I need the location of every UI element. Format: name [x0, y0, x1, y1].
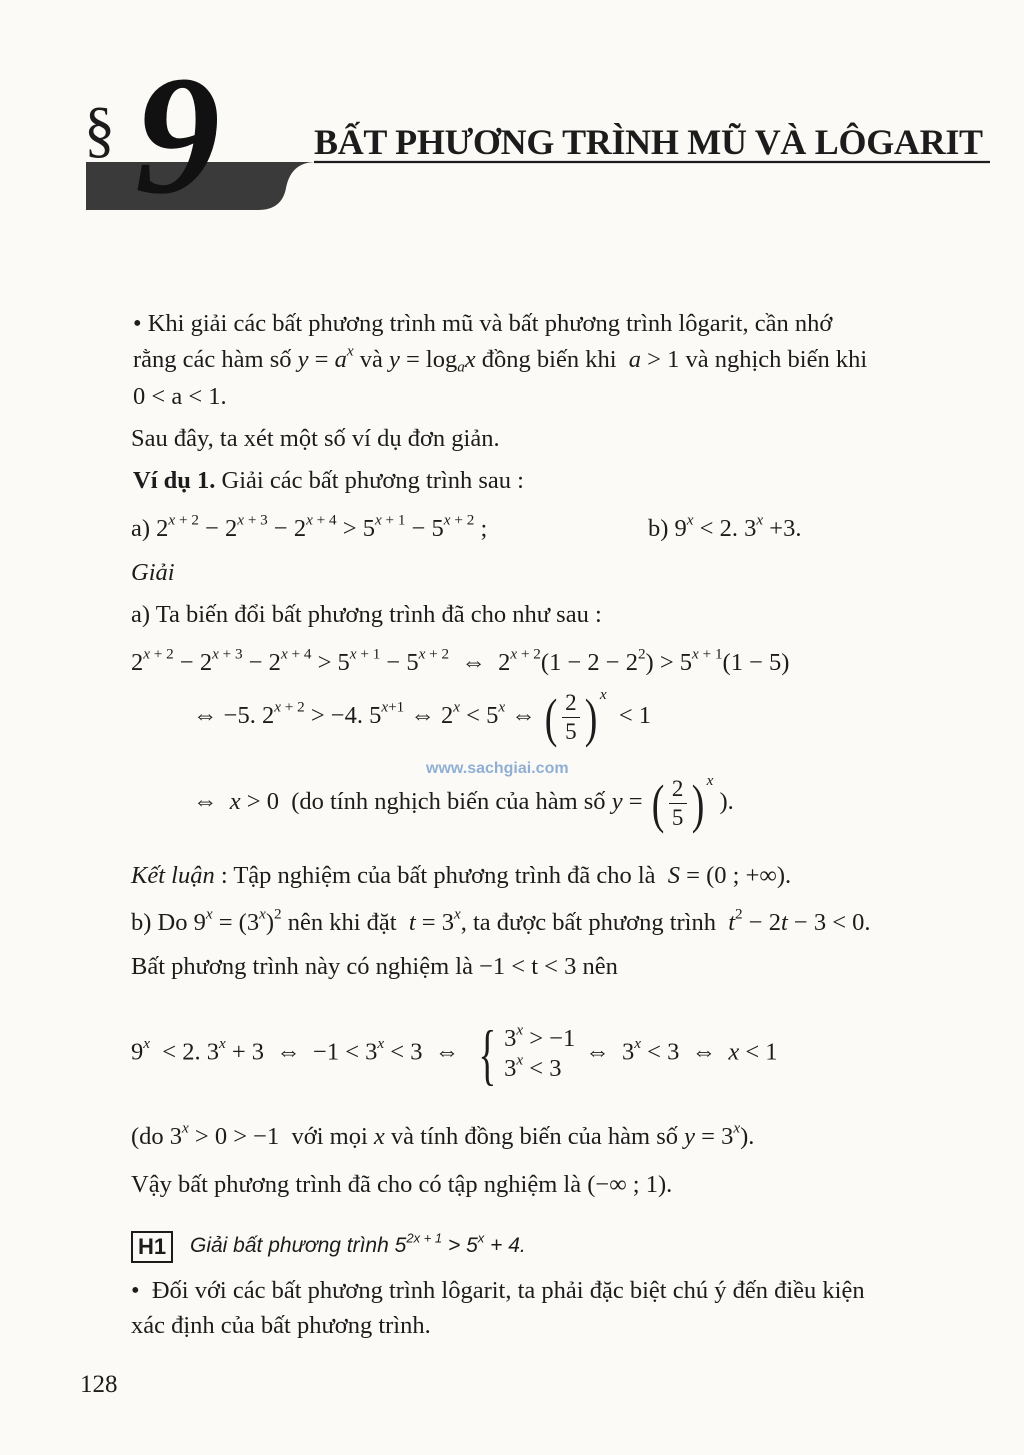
example-text: Giải các bất phương trình sau :	[221, 467, 524, 494]
intro-text-2d: và nghịch biến khi	[685, 346, 868, 373]
part-a-label: a)	[131, 515, 151, 542]
log-note-text-1: Đối với các bất phương trình lôgarit, ta phải đặc biệt chú ý đến điều kiện	[151, 1277, 865, 1304]
b-note-b: với mọi	[291, 1123, 368, 1150]
intro-line-3: 0 < a < 1.	[133, 383, 227, 410]
conclusion-label: Kết luận	[131, 862, 215, 889]
page-number: 128	[80, 1371, 118, 1398]
fraction-2-5: $\frac{2}{5}$	[562, 690, 580, 745]
exercise-label: H1	[131, 1231, 173, 1263]
log-note-line-2: xác định của bất phương trình.	[131, 1312, 431, 1339]
chapter-number: 9	[135, 41, 220, 229]
conclusion-a: Kết luận : Tập nghiệm của bất phương trình đã cho là S = (0 ; +∞).	[131, 862, 792, 889]
example-1b: b) $9^x < 2$. $3^x +3$.	[648, 511, 802, 542]
intro-text-1: Khi giải các bất phương trình mũ và bất phương trình lôgarit, cần nhớ	[147, 310, 833, 337]
example-label: Ví dụ 1.	[133, 467, 216, 494]
equation-line-2: ⇔ −5. $2^{x + 2} > -4$. $5^{x+1}$ ⇔ $2^x < 5^x$ ⇔ ( $\frac{2}{5}$ ) $^x$ < 1	[193, 685, 652, 748]
fraction-2-5-b: $\frac{2}{5}$	[669, 776, 687, 831]
note-a: (do tính nghịch biến của hàm số	[291, 788, 606, 816]
part-b-line-1: b) Do $9^x = (3^x)^2$ nên khi đặt $t = 3^x$, ta được bất phương trình $t^2 - 2t - 3 < 0$.	[131, 905, 871, 936]
conclusion-text: : Tập nghiệm của bất phương trình đã cho là	[220, 862, 656, 889]
solution-heading: Giải	[131, 559, 175, 586]
watermark-url: www.sachgiai.com	[426, 760, 569, 777]
system-rows: $3^x > -1$ $3^x < 3$	[504, 1021, 576, 1082]
intro-text-2b: và	[359, 346, 383, 373]
chapter-title: BẤT PHƯƠNG TRÌNH MŨ VÀ LÔGARIT	[314, 122, 983, 162]
system-equation: 9$^x$ < 2. $3^x + 3$ ⇔ $-1 < 3^x < 3$ ⇔ { $3^x > -1$ $3^x < 3$ ⇔ $3^x < 3$ ⇔ x < 1	[131, 1016, 778, 1092]
intro-text-2a: rằng các hàm số	[133, 346, 292, 373]
bullet: •	[133, 310, 142, 337]
log-note-line-1	[131, 1276, 865, 1306]
system-brace: {	[478, 1016, 497, 1092]
b-text-1: nên khi đặt	[287, 909, 397, 936]
part-b-note: (do $3^x > 0 > -1$ với mọi x và tính đồng biến của hàm số $y = 3^x$).	[131, 1119, 755, 1150]
intro-line-2: rằng các hàm số $y = a^x$ và $y = \log_ax$ đồng biến khi a > 1 và nghịch biến khi	[133, 342, 868, 376]
solution-step-a: a) Ta biến đổi bất phương trình đã cho như sau :	[131, 601, 602, 628]
part-b-label: b)	[648, 515, 669, 542]
equation-line-3: ⇔ x > 0 (do tính nghịch biến của hàm số y = ( $\frac{2}{5}$ ) $^x$ ).	[193, 771, 734, 834]
b-note-a: (do	[131, 1123, 164, 1150]
b-note-c: và tính đồng biến của hàm số	[390, 1123, 679, 1150]
b-text-2: , ta được bất phương trình	[460, 909, 716, 936]
bullet-2: •	[131, 1277, 140, 1304]
exercise-text: Giải bất phương trình $5^{2x + 1} > 5^x + 4$.	[190, 1230, 526, 1257]
intro-line-1	[133, 309, 832, 339]
intro-text-2c: đồng biến khi	[481, 346, 617, 373]
part-b-final: Vậy bất phương trình đã cho có tập nghiệm là (−∞ ; 1).	[131, 1171, 673, 1198]
equation-line-1: $2^{x + 2} - 2^{x + 3} - 2^{x + 4} > 5^{x + 1} - 5^{x + 2}$ ⇔ $2^{x + 2}(1 - 2 - 2^2) > 5^{x + 1}(1 - 5)$	[131, 645, 790, 676]
example-1-heading	[133, 466, 524, 496]
section-mark: §	[84, 96, 115, 164]
example-1a: a) $2^{x + 2} - 2^{x + 3} - 2^{x + 4} > 5^{x + 1} - 5^{x + 2}$ ;	[131, 511, 488, 542]
exercise-prompt: Giải bất phương trình	[190, 1234, 389, 1257]
lead-text: Sau đây, ta xét một số ví dụ đơn giản.	[131, 425, 500, 452]
part-b-line-2: Bất phương trình này có nghiệm là −1 < t < 3 nên	[131, 953, 618, 980]
